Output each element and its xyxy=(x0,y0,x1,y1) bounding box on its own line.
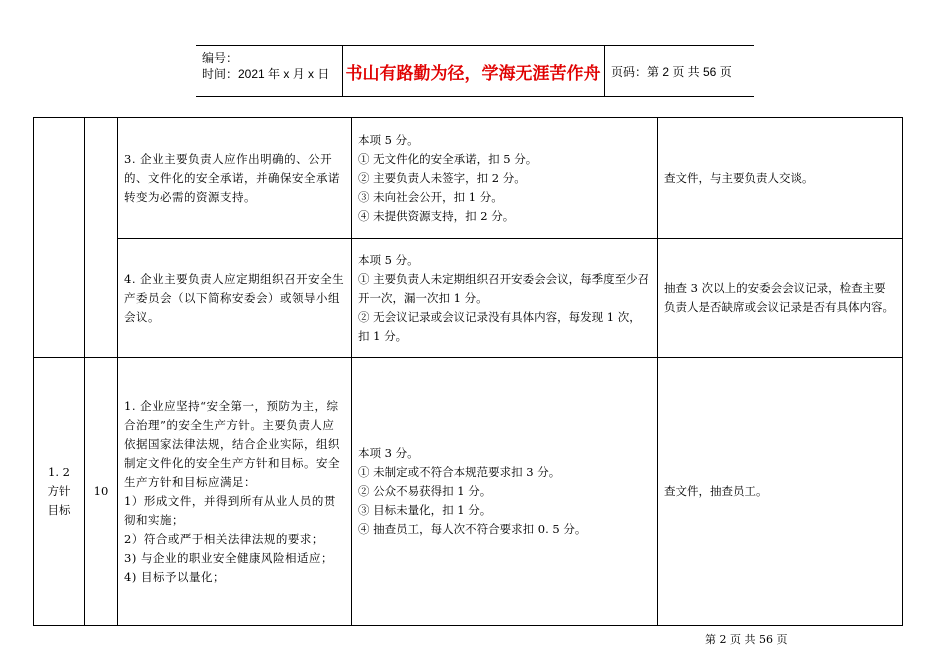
index-cell: 1. 2 方针 目标 xyxy=(34,358,85,626)
time-label: 时间：2021 年 x 月 x 日 xyxy=(202,67,330,81)
table-row xyxy=(34,358,903,626)
scoring-cell: 本项 3 分。 ① 未制定或不符合本规范要求扣 3 分。 ② 公众不易获得扣 1 分。 ③ 目标未量化，扣 1 分。 ④ 抽查员工，每人次不符合要求扣 0. 5 分。 xyxy=(352,358,658,626)
score-cell xyxy=(85,118,118,358)
score-cell: 10 xyxy=(85,358,118,626)
method-cell: 查文件，与主要负责人交谈。 xyxy=(658,118,903,239)
requirement-cell: 3. 企业主要负责人应作出明确的、公开的、文件化的安全承诺，并确保安全承诺转变为必需的资源支持。 xyxy=(118,118,352,239)
table-row xyxy=(34,239,903,358)
scoring-cell: 本项 5 分。 ① 无文件化的安全承诺，扣 5 分。 ② 主要负责人未签字，扣 2 分。 ③ 未向社会公开，扣 1 分。 ④ 未提供资源支持，扣 2 分。 xyxy=(352,118,658,239)
scoring-cell: 本项 5 分。 ① 主要负责人未定期组织召开安委会会议，每季度至少召开一次，漏一次扣 1 分。 ② 无会议记录或会议记录没有具体内容，每发现 1 次，扣 1 分。 xyxy=(352,239,658,358)
requirement-cell: 4. 企业主要负责人应定期组织召开安全生产委员会（以下简称安委会）或领导小组会议。 xyxy=(118,239,352,358)
page-header xyxy=(196,45,754,97)
index-cell xyxy=(34,118,85,358)
table-row xyxy=(34,118,903,239)
method-cell: 抽查 3 次以上的安委会会议记录，检查主要负责人是否缺席或会议记录是否有具体内容。 xyxy=(658,239,903,358)
requirement-cell: 1. 企业应坚持“安全第一，预防为主，综合治理”的安全生产方针。主要负责人应依据国家法律法规，结合企业实际，组织制定文件化的安全生产方针和目标。安全生产方针和目标应满足： 1）形成文件，并得到所有从业人员的贯彻和实施； 2）符合或严于相关法律法规的要求； 3) 与企业的职业安全健康风险相适应； 4) 目标予以量化； xyxy=(118,358,352,626)
number-label: 编号： xyxy=(202,51,239,65)
header-page-label: 页码：第 2 页 共 56 页 xyxy=(611,65,732,79)
header-meta xyxy=(202,50,342,82)
page-footer: 第 2 页 共 56 页 xyxy=(705,633,788,646)
header-divider xyxy=(604,46,605,96)
header-motto: 书山有路勤为径，学海无涯苦作舟 xyxy=(345,63,601,83)
evaluation-table xyxy=(33,117,903,626)
method-cell: 查文件，抽查员工。 xyxy=(658,358,903,626)
